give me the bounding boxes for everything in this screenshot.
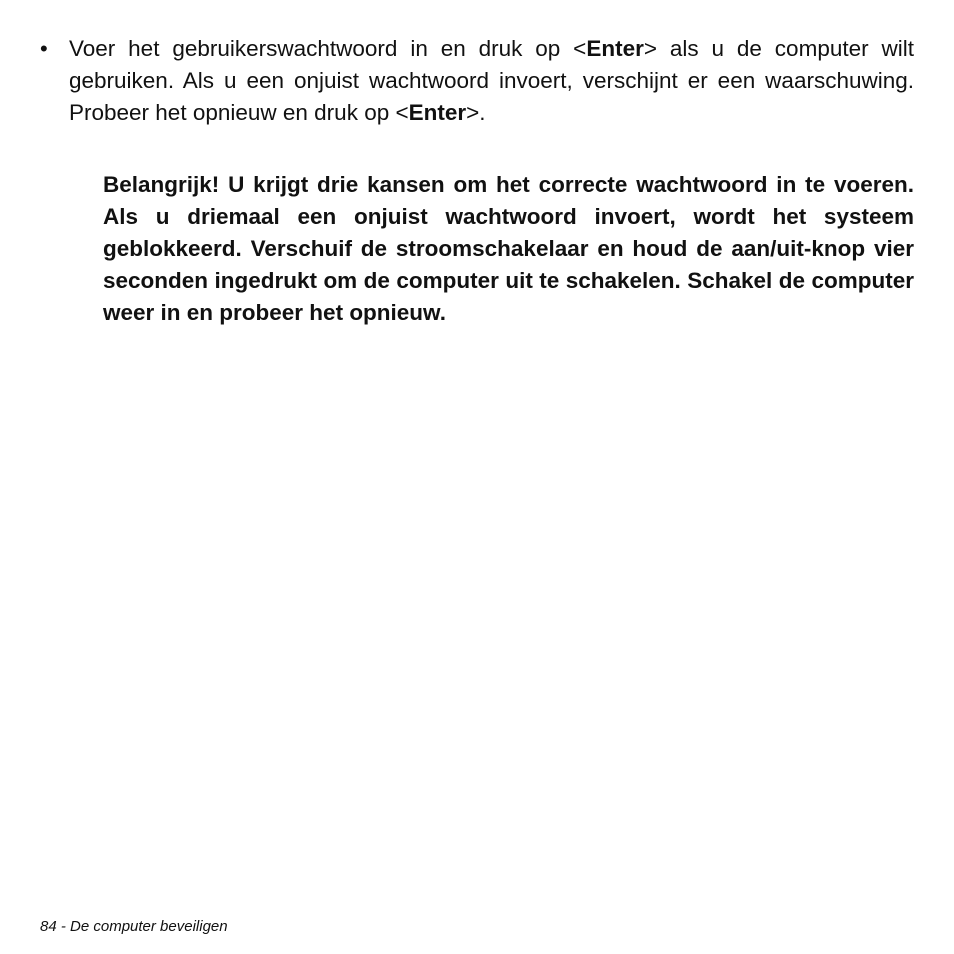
password-instruction-bullet <box>40 33 914 129</box>
important-note: Belangrijk! U krijgt drie kansen om het correcte wachtwoord in te voeren. Als u driemaal een onjuist wachtwoord invoert, wordt het systeem geblokkeerd. Verschuif de stroomschakelaar en houd de aan/uit-knop vier seconden ingedrukt om de computer uit te schakelen. Schakel de computer weer in en probeer het opnieuw. <box>103 172 914 325</box>
enter-key-label: Enter <box>586 36 644 61</box>
bullet-marker: • <box>40 36 48 61</box>
instruction-text-part-2: > als u de computer wilt gebruiken. Als u een onjuist wachtwoord invoert, verschijnt er een waarschuwing. Probeer het opnieuw en druk op < <box>69 36 914 125</box>
page-footer: 84 - De computer beveiligen <box>40 918 228 935</box>
instruction-text-part-3: >. <box>466 100 486 125</box>
instruction-text-part-1: Voer het gebruikerswachtwoord in en druk op < <box>69 36 587 61</box>
enter-key-label: Enter <box>408 100 467 125</box>
password-instruction-text <box>69 33 914 129</box>
